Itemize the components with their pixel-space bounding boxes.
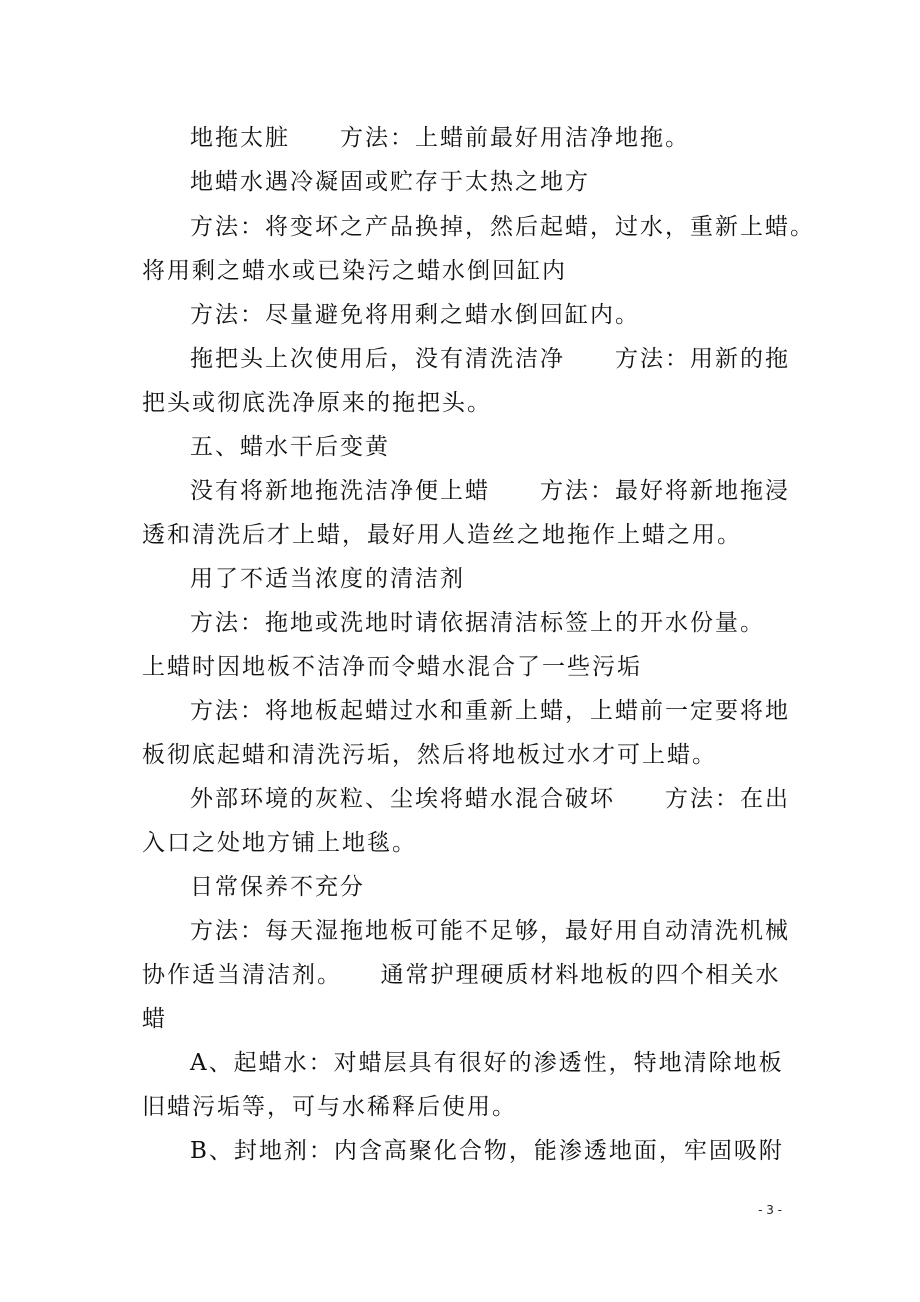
text-line: 没有将新地拖洗洁净便上蜡 方法：最好将新地拖浸 <box>190 478 790 504</box>
text-line: 透和清洗后才上蜡，最好用人造丝之地拖作上蜡之用。 <box>142 522 742 548</box>
text-line: 日常保养不充分 <box>190 874 365 900</box>
section-heading: 五、蜡水干后变黄 <box>190 434 390 460</box>
text-line: 用了不适当浓度的清洁剂 <box>190 566 465 592</box>
text-line: 旧蜡污垢等，可与水稀释后使用。 <box>142 1094 517 1120</box>
text-line: 板彻底起蜡和清洗污垢，然后将地板过水才可上蜡。 <box>142 742 717 768</box>
text-line: 协作适当清洁剂。 通常护理硬质材料地板的四个相关水 <box>142 962 781 988</box>
text-line: 蜡 <box>142 1006 167 1032</box>
text-line: 外部环境的灰粒、尘埃将蜡水混合破坏 方法：在出 <box>190 786 790 812</box>
text-line: 将用剩之蜡水或已染污之蜡水倒回缸内 <box>142 258 567 284</box>
text-line: 入口之处地方铺上地毯。 <box>142 830 417 856</box>
page-number: - 3 - <box>758 1203 782 1217</box>
text-line: 方法：将变坏之产品换掉，然后起蜡，过水，重新上蜡。 <box>190 214 815 240</box>
text-line: 上蜡时因地板不洁净而令蜡水混合了一些污垢 <box>142 654 642 680</box>
text-line: B、封地剂：内含高聚化合物，能渗透地面，牢固吸附 <box>190 1138 784 1164</box>
text-line: 把头或彻底洗净原来的拖把头。 <box>142 390 492 416</box>
text-line: 地拖太脏 方法：上蜡前最好用洁净地拖。 <box>190 125 690 151</box>
text-line: 方法：尽量避免将用剩之蜡水倒回缸内。 <box>190 302 640 328</box>
text-line: 方法：将地板起蜡过水和重新上蜡，上蜡前一定要将地 <box>190 698 790 724</box>
text-line: A、起蜡水：对蜡层具有很好的渗透性，特地清除地板 <box>190 1050 784 1076</box>
text-line: 方法：每天湿拖地板可能不足够，最好用自动清洗机械 <box>190 918 790 944</box>
text-line: 拖把头上次使用后，没有清洗洁净 方法：用新的拖 <box>190 346 790 372</box>
text-line: 方法：拖地或洗地时请依据清洁标签上的开水份量。 <box>190 610 765 636</box>
text-line: 地蜡水遇冷凝固或贮存于太热之地方 <box>190 169 590 195</box>
